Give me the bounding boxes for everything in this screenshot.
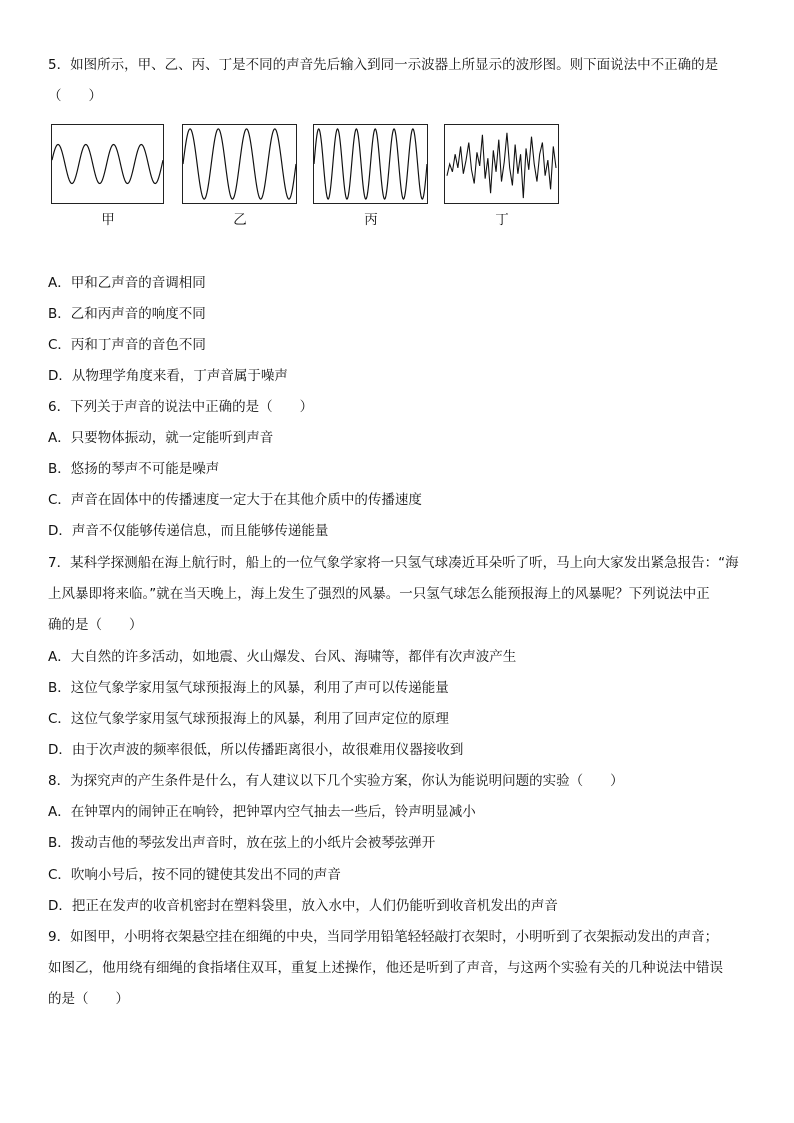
q6-stem: 6．下列关于声音的说法中正确的是（ ） — [48, 399, 314, 415]
waveform-label-bing: 丙 — [364, 212, 378, 228]
waveform-label-yi: 乙 — [233, 212, 247, 228]
q7-option-d: D．由于次声波的频率很低，所以传播距离很小，故很难用仪器接收到 — [48, 742, 464, 758]
q5-option-b: B．乙和丙声音的响度不同 — [48, 306, 206, 322]
q6-option-d: D．声音不仅能够传递信息，而且能够传递能量 — [48, 523, 329, 539]
q8-stem: 8．为探究声的产生条件是什么，有人建议以下几个实验方案，你认为能说明问题的实验（ ） — [48, 773, 624, 789]
q5-stem-line2: （ ） — [48, 88, 102, 104]
waveform-jia — [51, 124, 164, 204]
q5-stem-line1: 5．如图所示，甲、乙、丙、丁是不同的声音先后输入到同一示波器上所显示的波形图。则下面说法中不正确的是 — [48, 57, 719, 73]
q7-option-a: A．大自然的许多活动，如地震、火山爆发、台风、海啸等，都伴有次声波产生 — [48, 649, 517, 665]
q6-option-a: A．只要物体振动，就一定能听到声音 — [48, 430, 274, 446]
q8-option-c: C．吹响小号后，按不同的键使其发出不同的声音 — [48, 867, 341, 883]
waveform-bing — [313, 124, 428, 204]
q7-stem-line2: 上风暴即将来临。”就在当天晚上，海上发生了强烈的风暴。一只氢气球怎么能预报海上的风暴呢？下列说法中正 — [48, 586, 710, 602]
q5-option-d: D．从物理学角度来看，丁声音属于噪声 — [48, 368, 288, 384]
q7-option-b: B．这位气象学家用氢气球预报海上的风暴，利用了声可以传递能量 — [48, 680, 449, 696]
q6-option-b: B．悠扬的琴声不可能是噪声 — [48, 461, 220, 477]
q6-option-c: C．声音在固体中的传播速度一定大于在其他介质中的传播速度 — [48, 492, 422, 508]
q8-option-a: A．在钟罩内的闹钟正在响铃，把钟罩内空气抽去一些后，铃声明显减小 — [48, 804, 476, 820]
q8-option-d: D．把正在发声的收音机密封在塑料袋里，放入水中，人们仍能听到收音机发出的声音 — [48, 898, 558, 914]
waveform-ding — [444, 124, 559, 204]
waveform-yi — [182, 124, 297, 204]
q9-stem-line3: 的是（ ） — [48, 991, 129, 1007]
q9-stem-line1: 9．如图甲，小明将衣架悬空挂在细绳的中央，当同学用铅笔轻轻敲打衣架时，小明听到了衣架振动发出的声音； — [48, 929, 719, 945]
waveform-label-ding: 丁 — [495, 212, 509, 228]
q5-option-a: A．甲和乙声音的音调相同 — [48, 275, 206, 291]
q7-option-c: C．这位气象学家用氢气球预报海上的风暴，利用了回声定位的原理 — [48, 711, 449, 727]
waveform-label-jia: 甲 — [101, 212, 115, 228]
q8-option-b: B．拨动吉他的琴弦发出声音时，放在弦上的小纸片会被琴弦弹开 — [48, 835, 436, 851]
q5-option-c: C．丙和丁声音的音色不同 — [48, 337, 206, 353]
q7-stem-line1: 7．某科学探测船在海上航行时，船上的一位气象学家将一只氢气球凑近耳朵听了听，马上向大家发出紧急报告：“海 — [48, 555, 739, 571]
q9-stem-line2: 如图乙，他用绕有细绳的食指堵住双耳，重复上述操作，他还是听到了声音，与这两个实验有关的几种说法中错误 — [48, 960, 723, 976]
q7-stem-line3: 确的是（ ） — [48, 617, 143, 633]
